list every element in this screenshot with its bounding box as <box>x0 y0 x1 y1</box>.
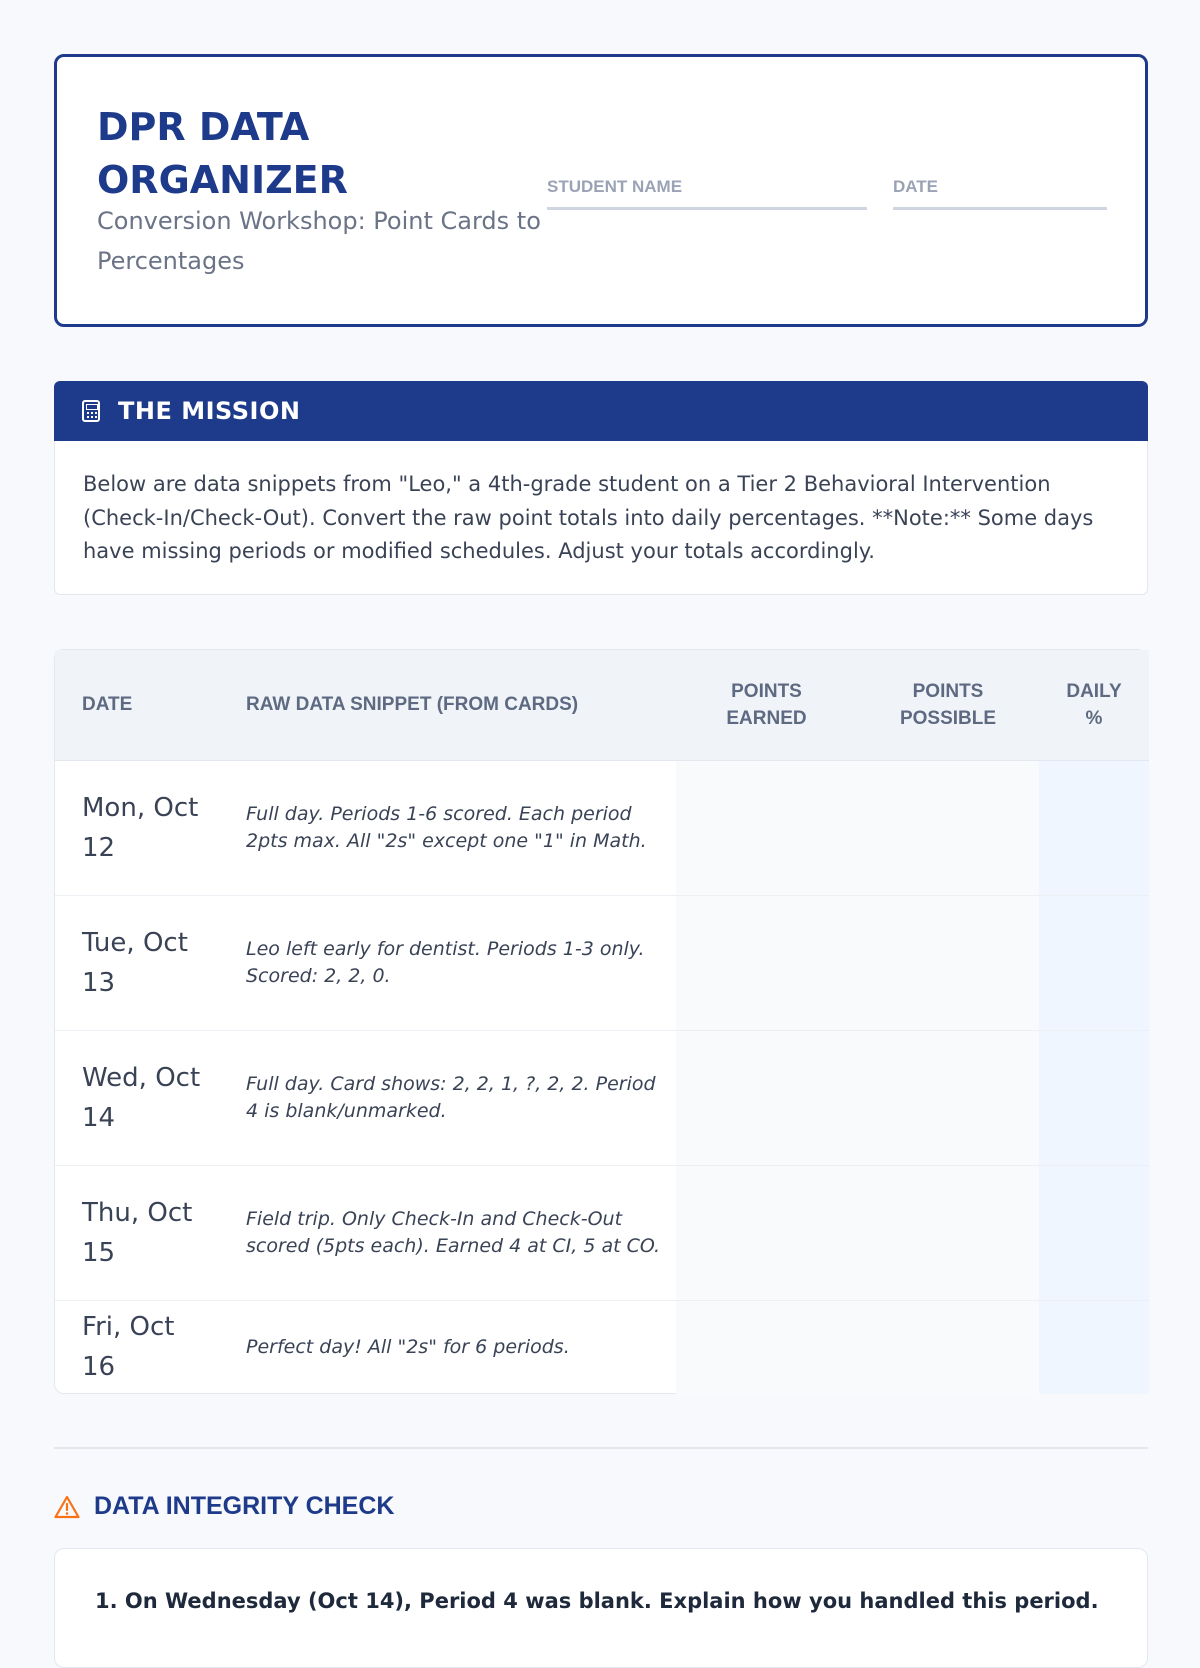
table-row <box>55 1030 1149 1165</box>
mission-body: Below are data snippets from "Leo," a 4th-grade student on a Tier 2 Behavioral Intervention (Check-In/Check-Out). Convert the raw point totals into daily percentages. **Note:** Some days have missing periods or modified schedules. Adjust your totals accordingly. <box>54 441 1148 595</box>
mission-title: THE MISSION <box>118 397 301 425</box>
daily-percent-input[interactable] <box>1039 1300 1149 1394</box>
section-divider <box>54 1447 1148 1449</box>
daily-percent-input[interactable] <box>1039 1165 1149 1300</box>
daily-percent-input[interactable] <box>1039 760 1149 895</box>
table-row <box>55 895 1149 1030</box>
row-date: Wed, Oct 14 <box>55 1030 237 1165</box>
col-header-possible: POINTS POSSIBLE <box>857 650 1039 760</box>
date-field[interactable] <box>893 177 1107 210</box>
points-possible-input[interactable] <box>857 760 1039 895</box>
col-header-date: DATE <box>55 650 237 760</box>
row-snippet: Full day. Card shows: 2, 2, 1, ?, 2, 2. Period 4 is blank/unmarked. <box>237 1030 676 1165</box>
calculator-icon <box>82 400 100 422</box>
mission-header <box>54 381 1148 441</box>
header-card <box>54 54 1148 327</box>
col-header-pct: DAILY % <box>1039 650 1149 760</box>
col-header-snippet: RAW DATA SNIPPET (FROM CARDS) <box>237 650 676 760</box>
student-name-label: STUDENT NAME <box>547 177 867 210</box>
row-snippet: Field trip. Only Check-In and Check-Out scored (5pts each). Earned 4 at CI, 5 at CO. <box>237 1165 676 1300</box>
integrity-card <box>54 1548 1148 1668</box>
points-earned-input[interactable] <box>676 1030 857 1165</box>
warning-icon <box>54 1495 80 1519</box>
points-possible-input[interactable] <box>857 895 1039 1030</box>
integrity-question-1: 1. On Wednesday (Oct 14), Period 4 was blank. Explain how you handled this period. <box>95 1589 1099 1613</box>
student-name-field[interactable] <box>547 177 867 210</box>
points-possible-input[interactable] <box>857 1165 1039 1300</box>
col-header-earned: POINTS EARNED <box>676 650 857 760</box>
points-possible-input[interactable] <box>857 1300 1039 1394</box>
points-earned-input[interactable] <box>676 895 857 1030</box>
table-row <box>55 760 1149 895</box>
table-header-row <box>55 650 1149 760</box>
points-possible-input[interactable] <box>857 1030 1039 1165</box>
table-row <box>55 1300 1149 1394</box>
points-earned-input[interactable] <box>676 760 857 895</box>
daily-percent-input[interactable] <box>1039 895 1149 1030</box>
data-table <box>54 649 1148 1394</box>
row-date: Mon, Oct 12 <box>55 760 237 895</box>
row-snippet: Leo left early for dentist. Periods 1-3 only. Scored: 2, 2, 0. <box>237 895 676 1030</box>
page-subtitle: Conversion Workshop: Point Cards to Percentages <box>97 207 541 275</box>
row-date: Tue, Oct 13 <box>55 895 237 1030</box>
integrity-header <box>54 1492 394 1521</box>
integrity-title: DATA INTEGRITY CHECK <box>94 1492 395 1520</box>
page-title: DPR DATA ORGANIZER <box>97 105 348 202</box>
row-date: Fri, Oct 16 <box>82 1312 175 1383</box>
daily-percent-input[interactable] <box>1039 1030 1149 1165</box>
points-earned-input[interactable] <box>676 1165 857 1300</box>
points-earned-input[interactable] <box>676 1300 857 1394</box>
row-snippet: Full day. Periods 1-6 scored. Each period 2pts max. All "2s" except one "1" in Math. <box>237 760 676 895</box>
row-snippet: Perfect day! All "2s" for 6 periods. <box>246 1336 570 1358</box>
table-row <box>55 1165 1149 1300</box>
date-label: DATE <box>893 177 1107 210</box>
row-date: Thu, Oct 15 <box>55 1165 237 1300</box>
